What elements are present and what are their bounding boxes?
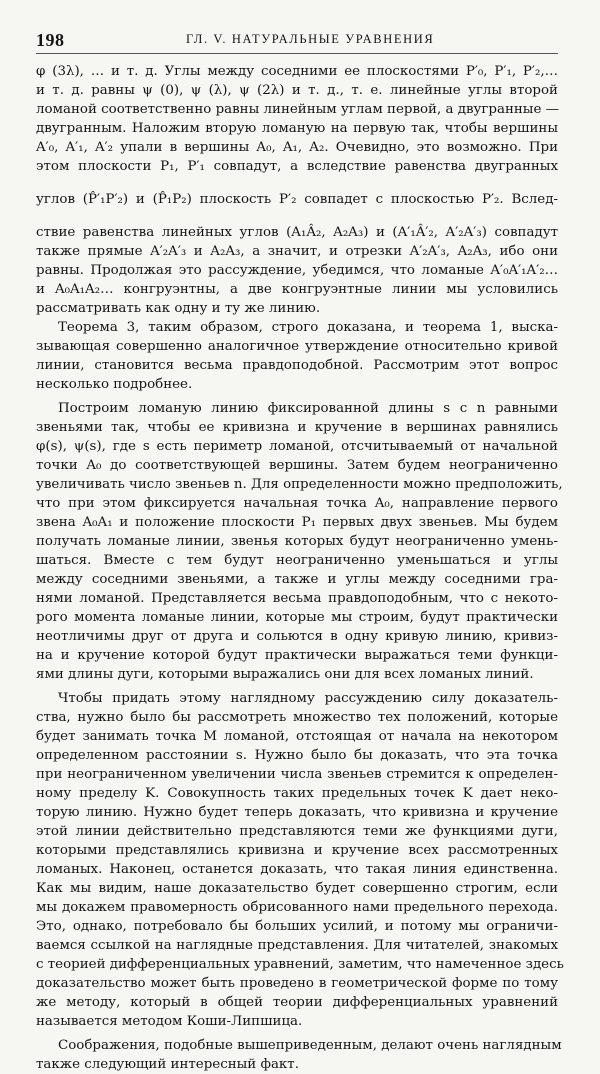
- text-line: и A₀A₁A₂… конгруэнтны, а две конгруэнтные линии мы условились: [36, 282, 558, 297]
- text-line: этом плоскости P₁, P′₁ совпадут, а вследствие равенства двугранных: [36, 159, 558, 174]
- text-line: что при этом фиксируется начальная точка A₀, направление первого: [36, 496, 558, 511]
- text-line: линии, становится весьма правдоподобной. Рассмотрим этот вопрос: [36, 358, 558, 373]
- text-line: ломаных. Наконец, останется доказать, что такая линия единственна.: [36, 862, 558, 877]
- page-number: 198: [36, 30, 65, 50]
- text-line: ства, нужно было бы рассмотреть множество тех положений, которые: [36, 710, 558, 725]
- text-line: ному пределу K. Совокупность таких предельных точек K дает неко-: [36, 786, 558, 801]
- text-line: Теорема 3, таким образом, строго доказана, и теорема 1, выска-: [58, 320, 558, 335]
- text-line: на и кручение которой будут практически выражаться теми функци-: [36, 648, 558, 663]
- text-line: зывающая совершенно аналогичное утверждение относительно кривой: [36, 339, 558, 354]
- text-line: φ (3λ), … и т. д. Углы между соседними ее плоскостями P′₀, P′₁, P′₂,…: [36, 64, 558, 79]
- text-line: доказательство может быть проведено в геометрической форме по тому: [36, 976, 558, 991]
- text-line: ствие равенства линейных углов (A₁Â₂, A₂A₃) и (A′₁Â′₂, A′₂A′₃) совпадут: [36, 225, 558, 240]
- text-line: несколько подробнее.: [36, 377, 193, 392]
- text-line: двугранным. Наложим вторую ломаную на первую так, чтобы вершины: [36, 121, 558, 136]
- text-line: Соображения, подобные вышеприведенным, делают очень наглядным: [58, 1038, 562, 1053]
- text-line: шаться. Вместе с тем будут неограниченно уменьшаться и углы: [36, 553, 558, 568]
- text-line: точки A₀ до соответствующей вершины. Затем будем неограниченно: [36, 458, 558, 473]
- text-line: с теорией дифференциальных уравнений, заметим, что намеченное здесь: [36, 957, 564, 972]
- text-line: Это, однако, потребовало бы больших усилий, и потому мы ограничи-: [36, 919, 558, 934]
- text-line: же методу, который в общей теории дифференциальных уравнений: [36, 995, 558, 1010]
- text-line: нями ломаной. Представляется весьма правдоподобным, что с некото-: [36, 591, 558, 606]
- text-line: также следующий интересный факт.: [36, 1057, 299, 1072]
- text-line: неотличимы друг от друга и сольются в одну кривую линию, кривиз-: [36, 629, 558, 644]
- running-title: ГЛ. V. НАТУРАЛЬНЫЕ УРАВНЕНИЯ: [186, 32, 435, 46]
- text-line: Как мы видим, наше доказательство будет совершенно строгим, если: [36, 881, 558, 896]
- text-line: мы докажем правомерность обрисованного нами предельного перехода.: [36, 900, 558, 915]
- text-line: определенном расстоянии s. Нужно было бы доказать, что эта точка: [36, 748, 558, 763]
- text-line: увеличивать число звеньев n. Для определенности можно предположить,: [36, 477, 563, 492]
- text-line: ями длины дуги, которыми выражались они для всех ломаных линий.: [36, 667, 534, 682]
- text-line: между соседними звеньями, а также и углы между соседними гра-: [36, 572, 558, 587]
- header-divider: [36, 53, 558, 54]
- text-line: которыми представлялись кривизна и кручение всех рассмотренных: [36, 843, 558, 858]
- text-line: также прямые A′₂A′₃ и A₂A₃, а значит, и отрезки A′₂A′₃, A₂A₃, ибо они: [36, 244, 558, 259]
- text-line: равны. Продолжая это рассуждение, убедимся, что ломаные A′₀A′₁A′₂…: [36, 263, 558, 278]
- text-line: звеньями так, чтобы ее кривизна и кручение в вершинах равнялись: [36, 420, 558, 435]
- body-text: [36, 62, 564, 1074]
- text-line: при неограниченном увеличении числа звеньев стремится к определен-: [36, 767, 558, 782]
- text-line: Построим ломаную линию фиксированной длины s с n равными: [58, 401, 558, 416]
- text-line: ваемся ссылкой на наглядные представления. Для читателей, знакомых: [36, 938, 558, 953]
- page-header: [36, 30, 556, 52]
- text-line: этой линии действительно представляются теми же функциями дуги,: [36, 824, 558, 839]
- text-line: A′₀, A′₁, A′₂ упали в вершины A₀, A₁, A₂. Очевидно, это возможно. При: [36, 140, 558, 155]
- text-line: рого момента ломаные линии, которые мы строим, будут практически: [36, 610, 558, 625]
- text-line: Чтобы придать этому наглядному рассуждению силу доказатель-: [58, 691, 558, 706]
- text-line: и т. д. равны ψ (0), ψ (λ), ψ (2λ) и т. д., т. е. линейные углы второй: [36, 83, 558, 98]
- text-line: рассматривать как одну и ту же линию.: [36, 301, 321, 316]
- text-line: φ(s), ψ(s), где s есть периметр ломаной, отсчитываемый от начальной: [36, 439, 558, 454]
- text-line: углов (P̂′₁P′₂) и (P̂₁P₂) плоскость P′₂ совпадет с плоскостью P′₂. Вслед-: [36, 192, 558, 207]
- text-line: называется методом Коши-Липшица.: [36, 1014, 303, 1029]
- text-line: торую линию. Нужно будет теперь доказать, что кривизна и кручение: [36, 805, 558, 820]
- text-line: будет занимать точка M ломаной, отстоящая от начала на некотором: [36, 729, 558, 744]
- text-line: ломаной соответственно равны линейным углам первой, а двугранные —: [36, 102, 560, 117]
- text-line: получать ломаные линии, звенья которых будут неограниченно умень-: [36, 534, 558, 549]
- text-line: звена A₀A₁ и положение плоскости P₁ первых двух звеньев. Мы будем: [36, 515, 558, 530]
